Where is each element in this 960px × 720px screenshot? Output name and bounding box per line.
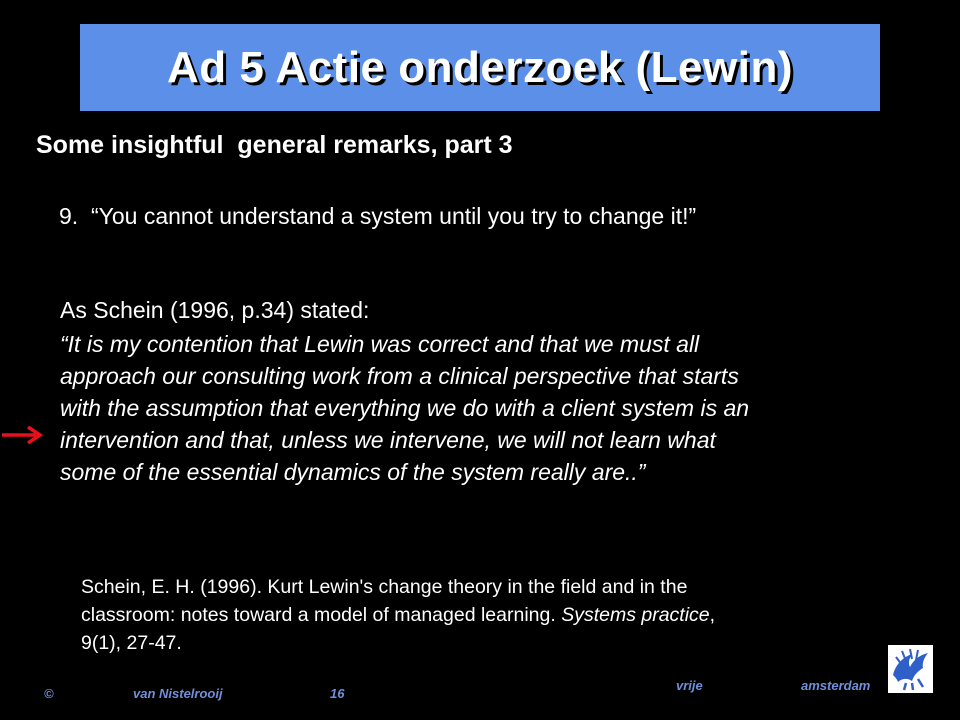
reference-line: Schein, E. H. (1996). Kurt Lewin's change theory in the field and in the (81, 576, 688, 598)
footer-university-right: amsterdam (801, 678, 871, 693)
quote-line: some of the essential dynamics of the system really are..” (60, 459, 646, 485)
quote-line: with the assumption that everything we do with a client system is an (60, 395, 750, 421)
reference-line (81, 601, 871, 629)
title-banner (80, 24, 880, 111)
footer-page-number: 16 (330, 686, 345, 701)
footer-university-left: vrije (676, 678, 703, 693)
quote-line: intervention and that, unless we intervene, we will not learn what (60, 427, 716, 453)
right-arrow-icon (2, 425, 46, 445)
reference (81, 573, 871, 657)
quote-intro: As Schein (1996, p.34) stated: (60, 297, 370, 323)
slide-title: Ad 5 Actie onderzoek (Lewin) (166, 42, 793, 92)
footer-author: van Nistelrooij (133, 686, 223, 701)
point-nine: 9. “You cannot understand a system until you try to change it!” (59, 203, 697, 229)
slide-subtitle: Some insightful general remarks, part 3 (36, 131, 513, 159)
schein-quote (60, 328, 880, 488)
reference-journal: Systems practice (561, 604, 710, 626)
footer-copyright: © (44, 686, 54, 701)
reference-text: classroom: notes toward a model of managed learning. (81, 604, 562, 626)
griffin-logo (888, 645, 933, 693)
quote-line: “It is my contention that Lewin was correct and that we must all (60, 331, 700, 357)
reference-line: 9(1), 27-47. (81, 632, 182, 654)
quote-line: approach our consulting work from a clinical perspective that starts (60, 363, 739, 389)
reference-punct: , (709, 604, 716, 626)
